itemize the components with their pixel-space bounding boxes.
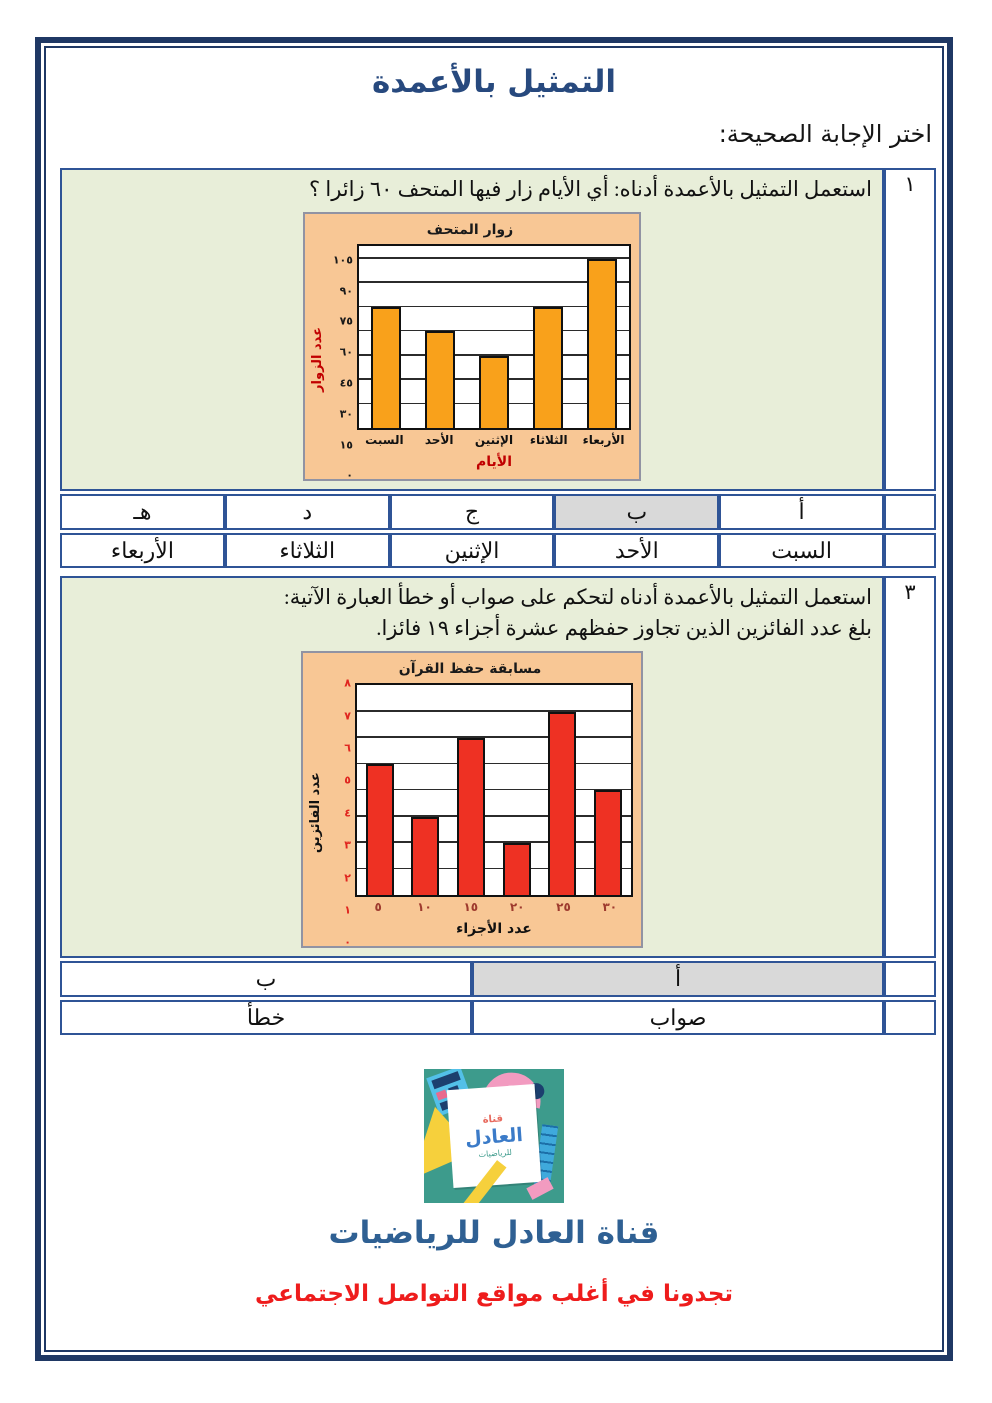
option-letter-cell[interactable]: ج bbox=[390, 494, 555, 530]
option-value-cell[interactable]: الإثنين bbox=[390, 533, 555, 569]
y-tick-label: ٧٥ bbox=[339, 314, 353, 328]
logo-text-line-3: للرياضيات bbox=[478, 1148, 513, 1160]
chart-1-area bbox=[309, 244, 631, 482]
question-number-text: ٣ bbox=[904, 580, 916, 605]
channel-logo bbox=[424, 1069, 564, 1203]
option-value-cell[interactable]: خطأ bbox=[60, 1000, 472, 1036]
x-tick-label: ٢٠ bbox=[509, 900, 525, 915]
bars-container bbox=[359, 246, 629, 428]
option-letter-cell[interactable]: هـ bbox=[60, 494, 225, 530]
question-number-text: ١ bbox=[904, 172, 916, 196]
y-tick-label: ٦٠ bbox=[339, 345, 353, 359]
bar bbox=[548, 712, 576, 896]
number-column-spacer-cell bbox=[884, 494, 936, 530]
chart-1-x-labels bbox=[357, 430, 631, 454]
question-3-option-values-row bbox=[60, 1000, 936, 1036]
bar bbox=[457, 738, 485, 896]
question-3-number bbox=[884, 576, 936, 958]
x-tick-label: ٥ bbox=[374, 900, 382, 915]
y-tick-label: ٤٥ bbox=[339, 376, 353, 390]
question-1-body bbox=[60, 168, 884, 491]
page-frame bbox=[44, 46, 944, 1352]
y-tick-label: ٨ bbox=[344, 676, 351, 690]
bar bbox=[411, 817, 439, 896]
social-tagline-text: تجدونا في أغلب مواقع التواصل الاجتماعي bbox=[254, 1281, 734, 1308]
chart-1-x-axis-title: الأيام bbox=[476, 454, 512, 471]
chart-2-wrapper bbox=[72, 651, 872, 948]
chart-2-y-ticks bbox=[325, 676, 355, 949]
chart-2-x-labels bbox=[355, 897, 633, 921]
y-tick-label: ١ bbox=[344, 903, 351, 917]
x-tick-label: ٣٠ bbox=[602, 900, 618, 915]
museum-visitors-bar-chart bbox=[303, 212, 641, 481]
question-3-block bbox=[60, 576, 936, 1035]
x-tick-label: ٢٥ bbox=[556, 900, 571, 915]
y-tick-label: ١٠٥ bbox=[332, 253, 353, 267]
option-letter-cell[interactable]: ب bbox=[60, 961, 472, 997]
option-letter-cell[interactable]: أ bbox=[472, 961, 884, 997]
chart-1-plot-area bbox=[357, 244, 631, 430]
option-letter-cell[interactable]: د bbox=[225, 494, 390, 530]
x-tick-label: الأربعاء bbox=[582, 433, 625, 448]
option-value-cell[interactable]: الثلاثاء bbox=[225, 533, 390, 569]
bars-container bbox=[357, 685, 631, 895]
bar bbox=[503, 843, 531, 896]
option-value-cell[interactable]: الأحد bbox=[554, 533, 719, 569]
bar bbox=[371, 307, 401, 428]
bar bbox=[587, 259, 617, 429]
y-tick-label: ٥ bbox=[344, 773, 351, 787]
x-tick-label: الإثنين bbox=[474, 433, 514, 448]
question-1-main-row bbox=[60, 168, 936, 491]
question-1-block bbox=[60, 168, 936, 568]
chart-2-title: مسابقة حفظ القرآن bbox=[398, 661, 542, 678]
question-1-number bbox=[884, 168, 936, 491]
chart-1-wrapper bbox=[72, 212, 872, 481]
number-column-spacer-cell bbox=[884, 1000, 936, 1036]
x-tick-label: ١٥ bbox=[463, 900, 479, 915]
option-value-cell[interactable]: السبت bbox=[719, 533, 884, 569]
bar bbox=[425, 331, 455, 428]
option-letter-cell[interactable]: ب bbox=[554, 494, 719, 530]
y-tick-label: ١٥ bbox=[339, 438, 353, 452]
chart-2-x-axis-title: عدد الأجزاء bbox=[456, 921, 532, 938]
y-tick-label: ٠ bbox=[346, 468, 353, 482]
bar bbox=[533, 307, 563, 428]
x-tick-label: الثلاثاء bbox=[529, 433, 568, 448]
quran-competition-bar-chart bbox=[301, 651, 643, 948]
chart-2-area bbox=[307, 676, 633, 949]
logo-text-line-1: قناة bbox=[482, 1113, 504, 1127]
option-letter-cell[interactable]: أ bbox=[719, 494, 884, 530]
y-tick-label: ٢ bbox=[344, 871, 351, 885]
chart-1-title: زوار المتحف bbox=[426, 222, 514, 239]
question-3-text-line-2: بلغ عدد الفائزين الذين تجاوز حفظهم عشرة أجزاء ١٩ فائزا. bbox=[376, 615, 872, 640]
logo-text-line-2: العادل bbox=[464, 1124, 524, 1151]
bar bbox=[479, 356, 509, 429]
x-tick-label: السبت bbox=[365, 433, 404, 448]
chart-1-y-axis-title: عدد الزوار bbox=[310, 327, 325, 393]
y-tick-label: ٣٠ bbox=[339, 407, 353, 421]
x-tick-label: الأحد bbox=[424, 433, 454, 448]
page-title: التمثيل بالأعمدة bbox=[371, 64, 616, 100]
chart-2-plot-area bbox=[355, 683, 633, 897]
option-value-cell[interactable]: الأربعاء bbox=[60, 533, 225, 569]
question-1-option-values-row bbox=[60, 533, 936, 569]
bar bbox=[366, 764, 394, 895]
chart-1-plot-column bbox=[357, 244, 631, 475]
option-value-cell[interactable]: صواب bbox=[472, 1000, 884, 1036]
y-tick-label: ٩٠ bbox=[339, 284, 353, 298]
y-tick-label: ٦ bbox=[344, 741, 351, 755]
y-tick-label: ٧ bbox=[344, 709, 351, 723]
chart-2-plot-column bbox=[355, 683, 633, 942]
chart-2-y-axis-title: عدد الفائزين bbox=[308, 772, 323, 854]
question-3-option-letters-row bbox=[60, 961, 936, 997]
question-1-text: استعمل التمثيل بالأعمدة أدناه: أي الأيام زار فيها المتحف ٦٠ زائرا ؟ bbox=[308, 177, 872, 201]
bar bbox=[594, 790, 622, 895]
instruction-text: اختر الإجابة الصحيحة: bbox=[718, 120, 932, 148]
x-tick-label: ١٠ bbox=[417, 900, 432, 915]
y-tick-label: ٤ bbox=[344, 806, 351, 820]
question-3-body bbox=[60, 576, 884, 958]
number-column-spacer-cell bbox=[884, 961, 936, 997]
question-1-option-letters-row bbox=[60, 494, 936, 530]
question-3-text-line-1: استعمل التمثيل بالأعمدة أدناه لتحكم على صواب أو خطأ العبارة الآتية: bbox=[283, 585, 872, 610]
y-tick-label: ٠ bbox=[344, 935, 351, 949]
question-3-main-row bbox=[60, 576, 936, 958]
number-column-spacer-cell bbox=[884, 533, 936, 569]
y-tick-label: ٣ bbox=[344, 838, 351, 852]
chart-1-y-ticks bbox=[327, 244, 357, 482]
channel-name-text: قناة العادل للرياضيات bbox=[328, 1215, 660, 1252]
